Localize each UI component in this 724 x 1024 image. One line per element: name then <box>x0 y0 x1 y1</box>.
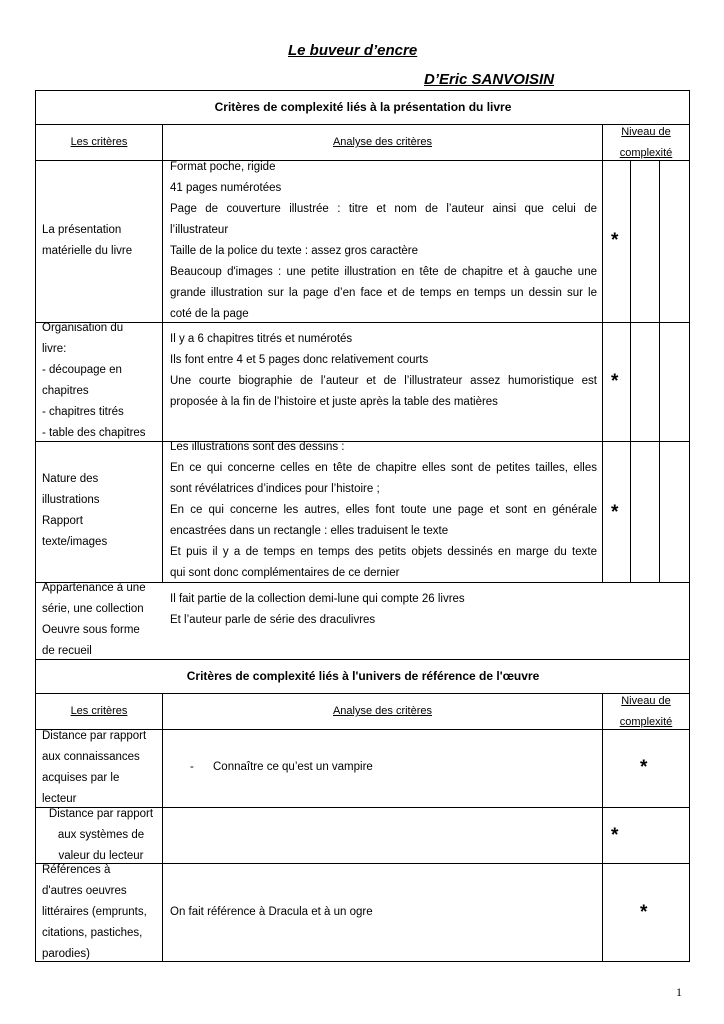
criteria-line: Rapport <box>42 515 83 527</box>
analysis-line: Les illustrations sont des dessins : <box>170 441 345 453</box>
criteria-cell <box>45 804 157 867</box>
criteria-line: Nature des <box>42 473 99 485</box>
criteria-line: valeur du lecteur <box>58 850 144 862</box>
analysis-line: Ils font entre 4 et 5 pages donc relativement courts <box>170 354 429 366</box>
analysis-cell <box>170 157 597 325</box>
section-heading-presentation: Critères de complexité liés à la présentation du livre <box>214 100 512 114</box>
analysis-line: Page de couverture illustrée : titre et nom de l’auteur ainsi que celui de <box>170 203 597 215</box>
criteria-line: citations, pastiches, <box>42 927 143 939</box>
criteria-line: Organisation du <box>42 322 124 334</box>
analysis-line: proposée à la fin de l’histoire et juste après la table des matières <box>170 396 498 408</box>
analysis-line: Taille de la police du texte : assez gros caractère <box>170 245 419 257</box>
criteria-line: - table des chapitres <box>42 427 146 439</box>
analysis-line: Beaucoup d'images : une petite illustration en tête de chapitre et à gauche une <box>170 266 597 278</box>
criteria-line: livre: <box>42 343 67 355</box>
criteria-line: aux connaissances <box>42 751 140 763</box>
column-header-level-line1: Niveau de <box>621 126 671 138</box>
table-border-left <box>35 90 36 962</box>
column-header-criteria: Les critères <box>70 705 128 717</box>
analysis-line: En ce qui concerne celles en tête de chapitre elles sont de petites tailles, elles <box>170 462 597 474</box>
analysis-cell <box>170 589 597 631</box>
criteria-line: aux systèmes de <box>57 829 145 841</box>
analysis-line: encastrées dans un rectangle : elles traduisent le texte <box>170 525 449 537</box>
criteria-line: - découpage en <box>42 364 122 376</box>
analysis-line: On fait référence à Dracula et à un ogre <box>170 906 373 918</box>
analysis-line: Format poche, rigide <box>170 161 276 173</box>
section-heading-reference-universe: Critères de complexité liés à l'univers de référence de l'œuvre <box>186 669 540 683</box>
criteria-line: Appartenance à une <box>42 582 146 594</box>
criteria-line: Oeuvre sous forme <box>42 624 140 636</box>
criteria-line: chapitres <box>42 385 89 397</box>
criteria-cell <box>42 726 146 810</box>
complexity-level-star: * <box>611 502 619 523</box>
column-header-level-line2: complexité <box>619 147 673 159</box>
analysis-cell <box>170 329 597 413</box>
criteria-line: d'autres oeuvres <box>42 885 127 897</box>
analysis-line: sont révélatrices d’indices pour l’histoire ; <box>170 483 380 495</box>
document-title: Le buveur d’encre <box>288 42 418 59</box>
criteria-cell <box>42 469 107 553</box>
analysis-line: qui sont donc complémentaires de ce dernier <box>170 567 400 579</box>
criteria-line: texte/images <box>42 536 108 548</box>
column-header-analysis: Analyse des critères <box>332 705 433 717</box>
page-number: 1 <box>676 985 682 999</box>
criteria-cell <box>42 860 147 965</box>
complexity-level-star: * <box>640 757 648 778</box>
column-header-analysis: Analyse des critères <box>332 136 433 148</box>
complexity-level-star: * <box>640 902 648 923</box>
criteria-cell <box>42 220 132 262</box>
table-border-right <box>689 90 690 962</box>
analysis-line: Et l’auteur parle de série des draculivres <box>170 614 376 626</box>
criteria-line: Distance par rapport <box>48 808 154 820</box>
criteria-line: La présentation <box>42 224 122 236</box>
criteria-line: littéraires (emprunts, <box>42 906 147 918</box>
analysis-line: grande illustration sur la page d’en face et de temps en temps un dessin sur le <box>170 287 597 299</box>
criteria-line: lecteur <box>42 793 77 805</box>
complexity-level-star: * <box>611 825 619 846</box>
complexity-level-star: * <box>611 230 619 251</box>
document-author: D’Eric SANVOISIN <box>424 71 555 88</box>
analysis-cell <box>170 437 597 584</box>
criteria-line: acquises par le <box>42 772 120 784</box>
analysis-line: l’illustrateur <box>170 224 229 236</box>
analysis-line: 41 pages numérotées <box>170 182 282 194</box>
analysis-line: Une courte biographie de l’auteur et de l’illustrateur assez humoristique est <box>170 375 597 387</box>
column-header-level-line1: Niveau de <box>621 695 671 707</box>
criteria-line: - chapitres titrés <box>42 406 124 418</box>
criteria-line: de recueil <box>42 645 92 657</box>
criteria-cell <box>42 578 146 662</box>
analysis-line: En ce qui concerne les autres, elles font toute une page et sont en générale <box>170 504 597 516</box>
criteria-line: matérielle du livre <box>42 245 133 257</box>
analysis-line: Il fait partie de la collection demi-lune qui compte 26 livres <box>170 593 465 605</box>
criteria-line: illustrations <box>42 494 100 506</box>
criteria-line: série, une collection <box>42 603 144 615</box>
criteria-line: Références à <box>42 864 111 876</box>
analysis-line: Et puis il y a de temps en temps des petits objets dessinés en marge du texte <box>170 546 597 558</box>
complexity-level-star: * <box>611 371 619 392</box>
criteria-line: Distance par rapport <box>42 730 147 742</box>
analysis-line: Connaître ce qu’est un vampire <box>213 761 373 773</box>
criteria-line: parodies) <box>42 948 90 960</box>
column-header-level-line2: complexité <box>619 716 673 728</box>
analysis-line: coté de la page <box>170 308 249 320</box>
column-header-criteria: Les critères <box>70 136 128 148</box>
analysis-line: Il y a 6 chapitres titrés et numérotés <box>170 333 353 345</box>
criteria-cell <box>42 318 146 444</box>
bullet-dash: - <box>190 761 194 773</box>
